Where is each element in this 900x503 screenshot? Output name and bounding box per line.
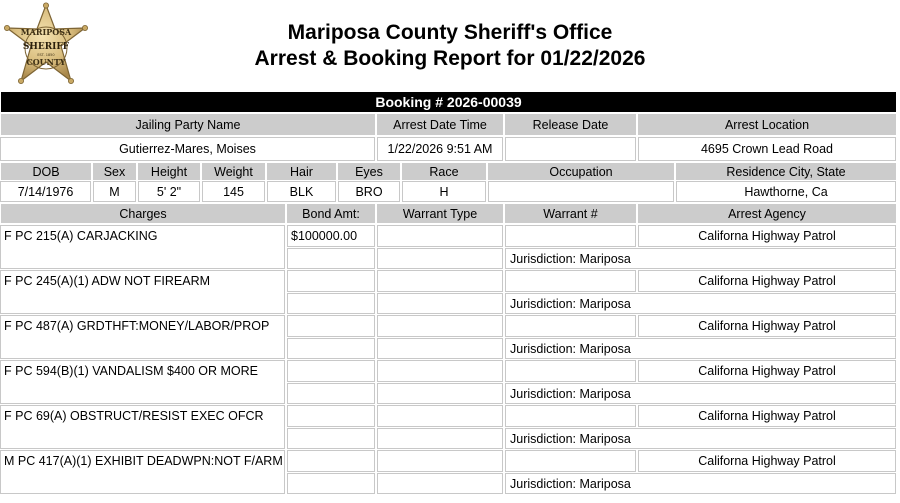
warrant-type-extra: [377, 293, 503, 314]
arrest-datetime-value: 1/22/2026 9:51 AM: [377, 137, 503, 161]
header-charges: Charges: [0, 203, 286, 224]
bond-amount: [287, 315, 375, 337]
warrant-type: [377, 360, 503, 382]
arrest-agency: Californa Highway Patrol: [638, 225, 896, 247]
warrant-type: [377, 225, 503, 247]
warrant-type: [377, 270, 503, 292]
warrant-type: [377, 315, 503, 337]
header-eyes: Eyes: [337, 162, 401, 181]
bond-amount: [287, 360, 375, 382]
dob-value: 7/14/1976: [0, 181, 91, 202]
jurisdiction: Jurisdiction: Mariposa: [505, 473, 896, 494]
bond-amount: $100000.00: [287, 225, 375, 247]
arrest-location-value: 4695 Crown Lead Road: [638, 137, 896, 161]
jurisdiction: Jurisdiction: Mariposa: [505, 428, 896, 449]
sex-value: M: [93, 181, 136, 202]
bond-amount-extra: [287, 338, 375, 359]
header-warrant-type: Warrant Type: [376, 203, 504, 224]
residence-value: Hawthorne, Ca: [676, 181, 896, 202]
arrest-agency: Californa Highway Patrol: [638, 360, 896, 382]
warrant-type-extra: [377, 473, 503, 494]
jurisdiction: Jurisdiction: Mariposa: [505, 338, 896, 359]
jurisdiction: Jurisdiction: Mariposa: [505, 248, 896, 269]
header-release-date: Release Date: [504, 113, 637, 136]
bond-amount-extra: [287, 473, 375, 494]
charge-description: F PC 245(A)(1) ADW NOT FIREARM: [0, 270, 285, 314]
warrant-number: [505, 270, 636, 292]
bond-amount: [287, 405, 375, 427]
warrant-number: [505, 315, 636, 337]
height-value: 5' 2": [138, 181, 200, 202]
warrant-number: [505, 360, 636, 382]
header-arrest-datetime: Arrest Date Time: [376, 113, 504, 136]
arrest-agency: Californa Highway Patrol: [638, 270, 896, 292]
bond-amount-extra: [287, 293, 375, 314]
header-warrant-no: Warrant #: [504, 203, 637, 224]
release-date-value: [505, 137, 636, 161]
header-hair: Hair: [266, 162, 337, 181]
bond-amount-extra: [287, 383, 375, 404]
bond-amount-extra: [287, 428, 375, 449]
warrant-number: [505, 450, 636, 472]
header-arrest-location: Arrest Location: [637, 113, 897, 136]
header-residence: Residence City, State: [675, 162, 897, 181]
badge-bottom-text: COUNTY: [26, 57, 66, 67]
page-subtitle: Arrest & Booking Report for 01/22/2026: [254, 47, 646, 70]
bond-amount: [287, 450, 375, 472]
bond-amount: [287, 270, 375, 292]
hair-value: BLK: [267, 181, 336, 202]
jurisdiction: Jurisdiction: Mariposa: [505, 383, 896, 404]
jurisdiction: Jurisdiction: Mariposa: [505, 293, 896, 314]
header-race: Race: [401, 162, 487, 181]
arrest-agency: Californa Highway Patrol: [638, 315, 896, 337]
booking-number-bar: Booking # 2026-00039: [1, 92, 896, 112]
header-weight: Weight: [201, 162, 266, 181]
warrant-number: [505, 225, 636, 247]
header-jailing-party: Jailing Party Name: [0, 113, 376, 136]
charge-description: F PC 69(A) OBSTRUCT/RESIST EXEC OFCR: [0, 405, 285, 449]
warrant-type: [377, 450, 503, 472]
charge-description: F PC 215(A) CARJACKING: [0, 225, 285, 269]
warrant-type: [377, 405, 503, 427]
eyes-value: BRO: [338, 181, 400, 202]
charge-description: F PC 594(B)(1) VANDALISM $400 OR MORE: [0, 360, 285, 404]
warrant-type-extra: [377, 338, 503, 359]
header-bond-amt: Bond Amt:: [286, 203, 376, 224]
arrest-agency: Californa Highway Patrol: [638, 450, 896, 472]
header-dob: DOB: [0, 162, 92, 181]
page-title: Mariposa County Sheriff's Office: [287, 21, 613, 44]
warrant-type-extra: [377, 248, 503, 269]
header-occupation: Occupation: [487, 162, 675, 181]
warrant-number: [505, 405, 636, 427]
charge-description: F PC 487(A) GRDTHFT:MONEY/LABOR/PROP: [0, 315, 285, 359]
warrant-type-extra: [377, 383, 503, 404]
jailing-party-name: Gutierrez-Mares, Moises: [0, 137, 375, 161]
badge-center-text: SHERIFF: [22, 42, 70, 52]
badge-top-text: MARIPOSA: [20, 27, 72, 37]
badge-small-text: EST. 1850: [37, 53, 55, 57]
header-height: Height: [137, 162, 201, 181]
header-sex: Sex: [92, 162, 137, 181]
warrant-type-extra: [377, 428, 503, 449]
charge-description: M PC 417(A)(1) EXHIBIT DEADWPN:NOT F/ARM: [0, 450, 285, 494]
arrest-agency: Californa Highway Patrol: [638, 405, 896, 427]
header-arrest-agency: Arrest Agency: [637, 203, 897, 224]
occupation-value: [488, 181, 674, 202]
weight-value: 145: [202, 181, 265, 202]
bond-amount-extra: [287, 248, 375, 269]
race-value: H: [402, 181, 486, 202]
